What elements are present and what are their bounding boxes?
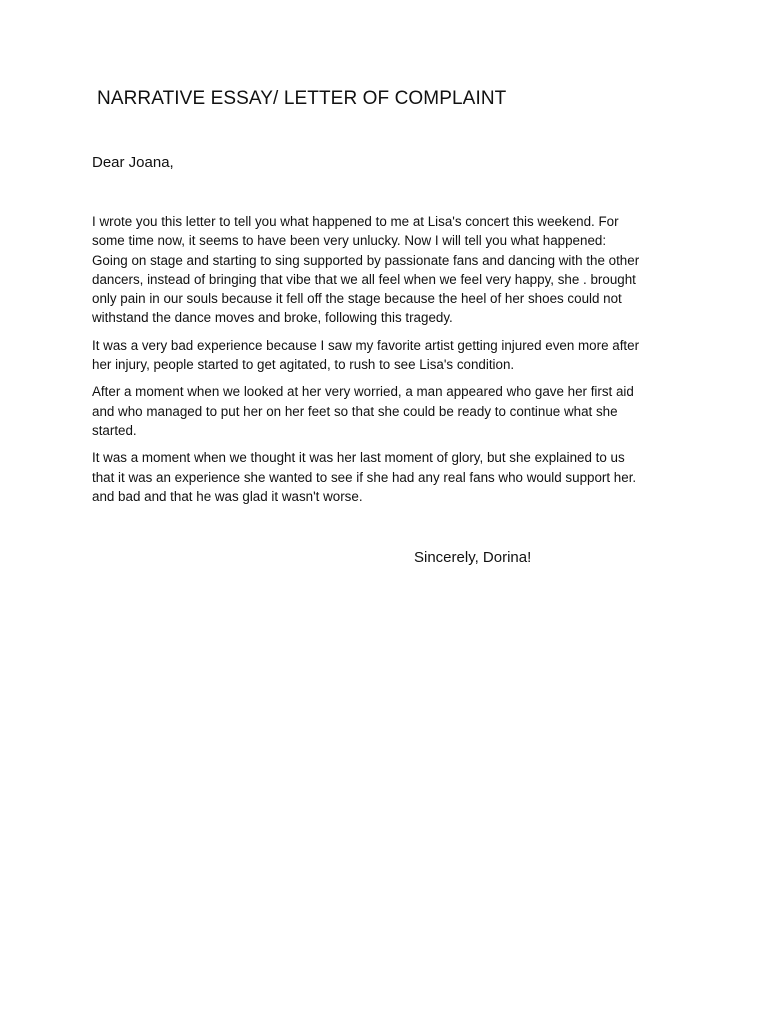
paragraph-2: It was a very bad experience because I saw my favorite artist getting injured even more after her injury, people started to get agitated, to rush to see Lisa's condition. [92,337,640,373]
letter-body [92,212,684,514]
paragraph-4: It was a moment when we thought it was her last moment of glory, but she explained to us that it was an experience she wanted to see if she had any real fans who would support her. and bad and that he was glad it wasn't worse. [92,450,637,504]
document-title: NARRATIVE ESSAY/ LETTER OF COMPLAINT [97,88,507,109]
letter-greeting: Dear Joana, [92,154,174,171]
letter-signoff: Sincerely, Dorina! [414,549,532,566]
paragraph-1: I wrote you this letter to tell you what happened to me at Lisa's concert this weekend. For some time now, it seems to have been very unlucky. Now I will tell you what happened: Going on stage and starting to sing supported by passionate fans and dancing with the other dancers, instead of bringing that vibe that we all feel when we feel very happy, she . brought only pain in our souls because it fell off the stage because the heel of her shoes could not withstand the dance moves and broke, following this tragedy. [92,214,640,326]
paragraph-3: After a moment when we looked at her very worried, a man appeared who gave her first aid and who managed to put her on her feet so that she could be ready to continue what she started. [92,384,634,438]
